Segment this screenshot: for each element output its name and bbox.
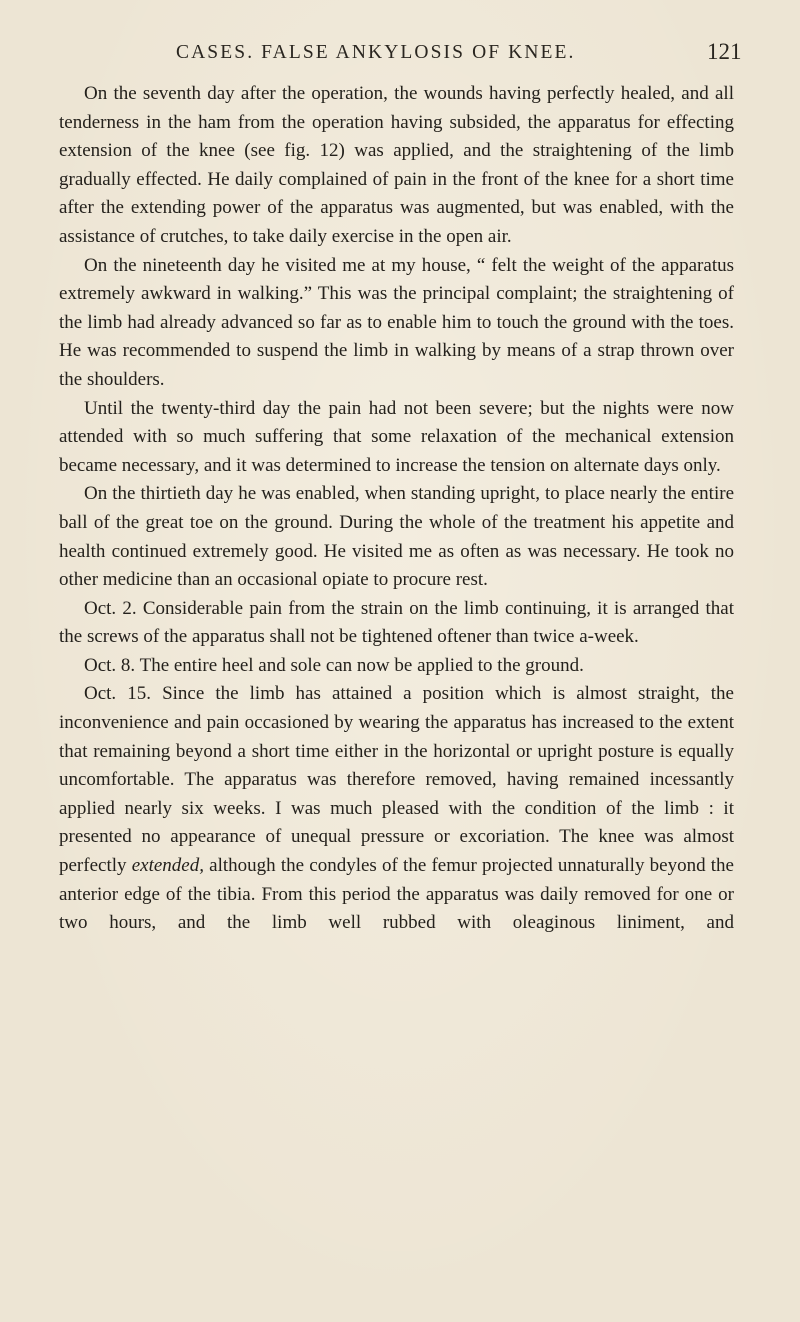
paragraph-nineteenth-day: On the nineteenth day he visited me at my house, “ felt the weight of the apparatus extremely awkward in walking.” This was the principal complaint; the straightening of the limb had already advanced so far as to enable him to touch the ground with the toes. He was recommended to suspend the limb in walking by means of a strap thrown over the shoulders. — [59, 254, 734, 390]
paragraph-seventh-day: On the seventh day after the operation, the wounds having perfectly healed, and all tenderness in the ham from the operation having subsided, the apparatus for effecting extension of the knee (see fig. 12) was applied, and the straightening of the limb gradually effected. He daily complained of pain in the front of the knee for a short time after the extending power of the apparatus was augmented, but was enabled, with the assistance of crutches, to take daily exercise in the open air. — [59, 83, 734, 247]
paragraph-oct-2: Oct. 2. Considerable pain from the strain on the limb continuing, it is arranged that the screws of the apparatus shall not be tightened oftener than twice a-week. — [59, 597, 734, 648]
paragraph-oct-15 — [59, 680, 734, 937]
paragraph-twenty-third-day: Until the twenty-third day the pain had not been severe; but the nights were now attended with so much suffering that some relaxation of the mechanical extension became necessary, and it was determined to increase the tension on alternate days only. — [59, 397, 734, 476]
page-header — [0, 40, 800, 70]
running-head: CASES. FALSE ANKYLOSIS OF KNEE. — [176, 42, 576, 63]
body-text — [59, 80, 734, 938]
paragraph-oct-15-text-before: Oct. 15. Since the limb has attained a position which is almost straight, the inconvenience and pain occasioned by wearing the apparatus has increased to the extent that remaining beyond a short time either in the horizontal or upright posture is equally uncomfortable. The apparatus was therefore removed, having remained incessantly applied nearly six weeks. I was much pleased with the condition of the limb : it presented no appearance of unequal pressure or excoriation. The knee was almost perfectly — [59, 683, 734, 877]
paragraph-oct-8: Oct. 8. The entire heel and sole can now be applied to the ground. — [84, 654, 584, 676]
page-number: 121 — [707, 39, 742, 64]
paragraph-oct-15-text-after: although the condyles of the femur projected unnaturally beyond the anterior edge of the tibia. From this period the apparatus was daily removed for one or two hours, and the limb well rubbed with oleaginous liniment, and — [59, 855, 734, 934]
emphasis-extended: extended, — [131, 855, 204, 877]
paragraph-thirtieth-day: On the thirtieth day he was enabled, when standing upright, to place nearly the entire ball of the great toe on the ground. During the whole of the treatment his appetite and health continued extremely good. He visited me as often as was necessary. He took no other medicine than an occasional opiate to procure rest. — [59, 483, 734, 591]
